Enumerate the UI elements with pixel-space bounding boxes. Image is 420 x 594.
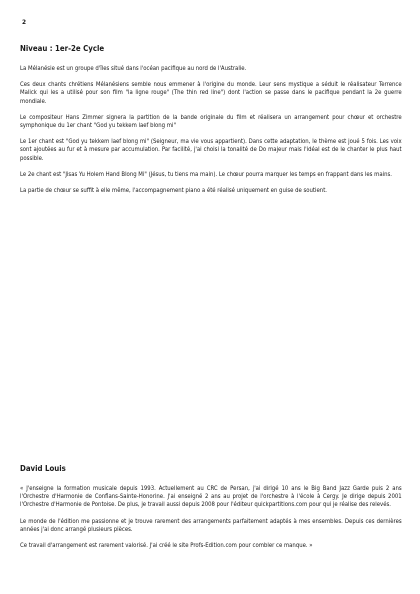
- author-paragraph: Le monde de l'édition me passionne et je trouve rarement des arrangements parfaitement adaptés à mes ensembles. Depuis ces dernières années j'ai donc arrangé plusieurs pièces.: [20, 516, 402, 533]
- page-number: 2: [22, 18, 27, 26]
- intro-paragraph: Le 1er chant est "God yu tekkem laef blong mi" (Seigneur, ma vie vous appartient). Dans cette adaptation, le thème est joué 5 fois. Les voix sont ajoutées au fur et à mesure par accumulation. Par facilité, j'ai choisi la tonalité de Do majeur mais l'idéal est de le chanter le plus haut possible.: [20, 137, 402, 162]
- author-heading: David Louis: [20, 464, 66, 473]
- intro-paragraph: La Mélanésie est un groupe d'îles situé dans l'océan pacifique au nord de l'Australie.: [20, 64, 247, 72]
- intro-paragraph: Ces deux chants chrétiens Mélanésiens semble nous emmener à l'origine du monde. Leur sens mystique a séduit le réalisateur Terrence Malick qui les a utilisé pour son film "la ligne rouge" (The thin red line") dont l'action se passe dans le pacifique pendant la 2e guerre mondiale.: [20, 80, 402, 105]
- level-heading: Niveau : 1er-2e Cycle: [20, 44, 105, 53]
- intro-paragraph: La partie de chœur se suffit à elle même, l'accompagnement piano a été réalisé uniquement en guise de soutient.: [20, 186, 327, 195]
- author-paragraph: « J'enseigne la formation musicale depuis 1993. Actuellement au CRC de Persan, j'ai dirigé 10 ans le Big Band Jazz Garde puis 2 ans l'Orchestre d'Harmonie de Conflans-Sainte-Honorine. J'ai enseigné 2 ans au projet de l'orchestre à l'école à Cergy. Je dirige depuis 2001 l'Orchestre d'Harmonie de Pontoise. De plus, je travail aussi depuis 2008 pour l'éditeur quickpartitions.com pour qui je réalise des relevés.: [20, 484, 402, 509]
- author-section: [20, 464, 400, 557]
- intro-paragraph: Le compositeur Hans Zimmer signera la partition de la bande originale du film et réalisera un arrangement pour chœur et orchestre symphonique du 1er chant "God yu tekkem laef blong mi": [20, 112, 402, 130]
- intro-section: [20, 44, 400, 202]
- intro-paragraph: Le 2e chant est "Jisas Yu Holem Hand Blong Mi" (Jésus, tu tiens ma main). Le chœur pourra marquer les temps en frappant dans les mains.: [20, 169, 393, 178]
- author-paragraph: Ce travail d'arrangement est rarement valorisé. J'ai créé le site Profs-Edition.com pour combler ce manque. »: [20, 541, 313, 550]
